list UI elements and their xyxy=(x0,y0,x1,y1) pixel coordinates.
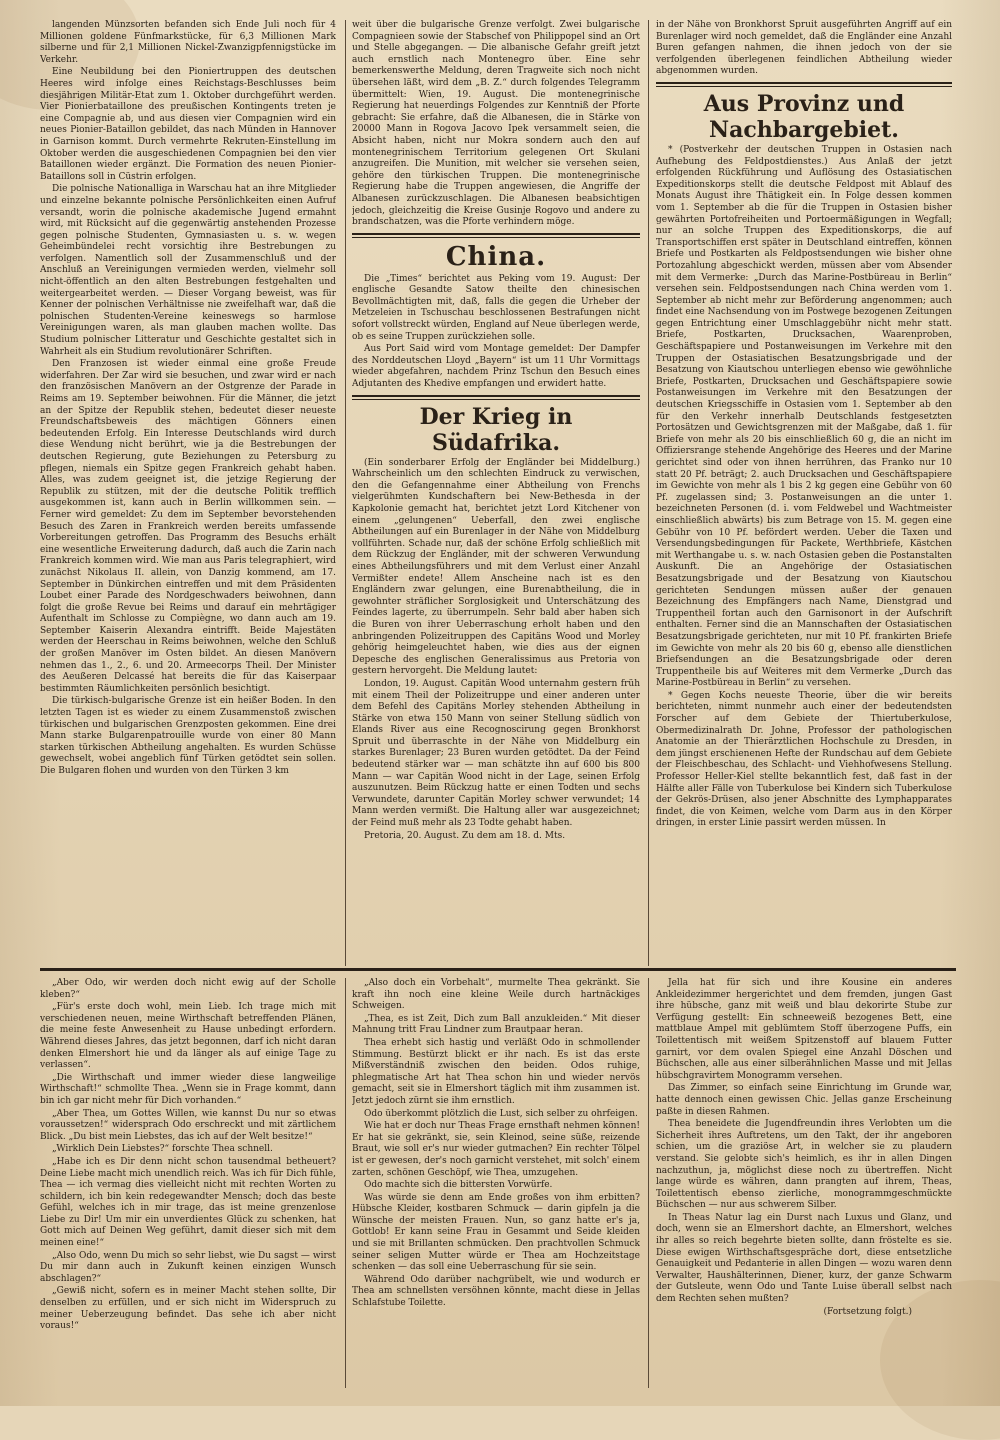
section-rule xyxy=(352,233,640,235)
news-column-3 xyxy=(656,20,952,966)
paragraph: Odo überkommt plötzlich die Lust, sich selber zu ohrfeigen. xyxy=(364,1108,638,1119)
paragraph: Jella hat für sich und ihre Kousine ein anderes Ankleidezimmer hergerichtet und dem fremden, jungen Gast ihre hübsche, ganz mit weiß und blau dekorirte Stube zur Verfügung gestellt: Ein schneeweiß bezogenes Bett, eine mattblaue Ampel mit geblümtem Stoff überzogene Puffs, ein Toilettentisch mit weißem Spitzenstoff auf blauem Futter garnirt, vor dem ovalen Spiegel eine Anzahl Döschen und Büchschen, alle aus einer silberähnlichen Masse und mit Jellas hübschgravirtem Monogramm versehen. xyxy=(656,978,952,1081)
paragraph: Das Zimmer, so einfach seine Einrichtung im Grunde war, hatte dennoch einen gewissen Chic. Jellas ganze Erscheinung paßte in diesen Rahmen. xyxy=(656,1083,952,1117)
column-rule xyxy=(648,20,649,966)
paragraph: Während Odo darüber nachgrübelt, wie und wodurch er Thea am schnellsten versöhnen könnte, macht diese in Jellas Schlafstube Toilette. xyxy=(352,1274,640,1309)
paragraph: London, 19. August. Capitän Wood unternahm gestern früh mit einem Theil der Polizeitruppe und einer anderen unter dem Befehl des Capitäns Morley stehenden Abtheilung in Stärke von etwa 150 Mann von seiner Stellung südlich von Elands River aus eine Recognoscirung gegen Bronkhorst Spruit und überraschte in der Nähe von Middelburg ein starkes Burenlager; 23 Buren wurden getödtet. Da der Feind bedeutend stärker war — man schätzte ihn auf 600 bis 800 Mann — war Capitän Wood nicht in der Lage, seinen Erfolg auszunutzen. Beim Rückzug hatte er einen Todten und sechs Verwundete, darunter Capitän Morley schwer verwundet; 14 Mann werden vermißt. Die Haltung aller war ausgezeichnet; der Feind muß mehr als 23 Todte gehabt haben. xyxy=(352,678,640,829)
paragraph: Aus Port Said wird vom Montage gemeldet: Der Dampfer des Norddeutschen Lloyd „Bayern“ ist um 11 Uhr Vormittags wieder abgefahren, nachdem Prinz Tschun den Besuch eines Adjutanten des Khedive empfangen und erwidert hatte. xyxy=(352,344,640,390)
section-heading-china: China. xyxy=(445,241,547,272)
feuilleton-column-2 xyxy=(352,978,640,1388)
feuilleton-divider xyxy=(40,968,956,971)
column-rule xyxy=(648,978,649,1388)
section-rule xyxy=(352,237,640,238)
paragraph: Odo machte sich die bittersten Vorwürfe. xyxy=(364,1180,553,1191)
paragraph: Eine Neubildung bei den Pioniertruppen des deutschen Heeres wird infolge eines Reichstags-Beschlusses beim diesjährigen Militär-Etat zum 1. Oktober durchgeführt werden. Vier Pionierbataillone des preußischen Kontingents treten je eine Compagnie ab, und aus diesen vier Compagnien wird ein neues Pionier-Bataillon gebildet, das nach Münden in Hannover in Garnison kommt. Durch vermehrte Rekruten-Einstellung im Oktober werden die ausgeschiedenen Compagnien bei den vier Bataillonen wieder ergänzt. Die Formation des neuen Pionier-Bataillons soll in Cüstrin erfolgen. xyxy=(40,67,336,182)
paragraph: * Gegen Kochs neueste Theorie, über die wir bereits berichteten, nimmt nunmehr auch einer der bedeutendsten Forscher auf dem Gebiete der Thiertuberkulose, Obermedizinalrath Dr. Johne, Professor der pathologischen Anatomie an der Thierärztlichen Hochschule zu Dresden, in dem jüngst erschienenen Hefte der Rundschau auf dem Gebiete der Fleischbeschau, des Schlacht- und Viehhofwesens Stellung. Professor Heller-Kiel stellte bekanntlich fest, daß fast in der Hälfte aller Fälle von Tuberkulose bei Kindern sich Tuberkulose der Gekrös-Drüsen, also jener Abschnitte des Lymphapparates findet, die von Keimen, welche vom Darm aus in den Körper dringen, in erster Linie passirt werden müssen. In xyxy=(656,690,952,829)
column-rule xyxy=(345,978,346,1388)
section-rule xyxy=(656,86,952,87)
paragraph: „Für's erste doch wohl, mein Lieb. Ich trage mich mit verschiedenen neuen, meine Wirthschaft betreffenden Plänen, die meine feste Anwesenheit zu Hause unbedingt erfordern. Während dieses Jahres, das jetzt begonnen, darf ich nicht daran denken Elmershort hie und da länger als auf einige Tage zu verlassen“. xyxy=(40,1002,336,1071)
paragraph: Thea erhebt sich hastig und verläßt Odo in schmollender Stimmung. Bestürzt blickt er ihr nach. Es ist das erste Mißverständniß zwischen den beiden. Odos ruhige, phlegmatische Art hat Thea schon hin und wieder nervös gemacht, seit sie in Elmershort täglich mit ihm zusammen ist. Jetzt jedoch zürnt sie ihm ernstlich. xyxy=(352,1037,640,1106)
paragraph: In Theas Natur lag ein Durst nach Luxus und Glanz, und doch, wenn sie an Elmershort dachte, an Elmershort, welches ihr alles so reich begehrte bieten sollte, dann fröstelte es sie. Diese ewigen Wirthschaftsgespräche dort, diese entsetzliche Genauigkeit und Pedanterie in allen Dingen — wozu waren denn Verwalter, Haushälterinnen, Diener, kurz, der ganze Schwarm der Gutsleute, wenn Odo und Tante Luise überall selbst nach dem Rechten sehen mußten? xyxy=(656,1212,952,1305)
paragraph: * (Postverkehr der deutschen Truppen in Ostasien nach Aufhebung des Feldpostdienstes.) Aus Anlaß der jetzt erfolgenden Rückführung und Auflösung des Ostasiatischen Expeditionskorps stellt die deutsche Feldpost mit Ablauf des Monats August ihre Thätigkeit ein. In Folge dessen kommen vom 1. September ab die für die Truppen in Ostasien bisher gewährten Portofreiheiten und Portoermäßigungen in Wegfall; nur an solche Truppen des Expeditionskorps, die auf Transportschiffen erst später in Deutschland eintreffen, können Briefe und Postkarten als Feldpostsendungen wie bisher ohne Portozahlung abgeschickt werden, müssen aber vom Absender mit dem Vermerke: „Durch das Marine-Postbüreau in Berlin“ versehen sein. Feldpostsendungen nach China werden vom 1. September ab nicht mehr zur Beförderung angenommen; auch findet eine Nachsendung von im Postwege bezogenen Zeitungen gegen Entrichtung einer Umschlaggebühr nicht mehr statt. Briefe, Postkarten, Drucksachen, Waarenproben, Geschäftspapiere und Postanweisungen im Verkehre mit den Truppen der Ostasiatischen Besatzungsbrigade und der Besatzung von Kiautschou unterliegen ebenso wie gewöhnliche Briefe, Postkarten, Drucksachen und Geschäftspapiere sowie Postanweisungen im Verkehre mit den Besatzungen der deutschen Kriegsschiffe in Ostasien vom 1. September ab den für den Verkehr innerhalb Deutschlands festgesetzten Portosätzen und Gewichtsgrenzen mit der Maßgabe, daß 1. für Briefe von mehr als 20 bis einschließlich 60 g, die an nicht im Offiziersrange stehende Angehörige des Heeres und der Marine gerichtet sind oder von ihnen herrühren, das Franko nur 10 statt 20 Pf. beträgt; 2. auch Drucksachen und Geschäftspapiere im Gewichte von mehr als 1 bis 2 kg gegen eine Gebühr von 60 Pf. zugelassen sind; 3. Postanweisungen an die unter 1. bezeichneten Personen (d. i. vom Feldwebel und Wachtmeister einschließlich abwärts) bis zum Betrage von 15. M. gegen eine Gebühr von 10 Pf. befördert werden. Ueber die Taxen und Versendungsbedingungen für Packete, Werthbriefe, Kästchen mit Werthangabe u. s. w. nach Ostasien geben die Postanstalten Auskunft. Die an Angehörige der Ostasiatischen Besatzungsbrigade und der Besatzung von Kiautschou gerichteten Sendungen müssen außer der genauen Bezeichnung des Empfängers nach Name, Dienstgrad und Truppentheil fortan auch den Garnisonort in der Aufschrift enthalten. Ferner sind die an Mannschaften der Ostasiatischen Besatzungsbrigade gerichteten, nur mit 10 Pf. frankirten Briefe im Gewichte von mehr als 20 bis 60 g, ebenso alle dienstlichen Briefsendungen an die Besatzungsbrigade oder deren Truppentheile bis auf Weiteres mit dem Vermerke „Durch das Marine-Postbüreau in Berlin“ zu versehen. xyxy=(656,144,952,689)
paragraph: Wie hat er doch nur Theas Frage ernsthaft nehmen können! Er hat sie gekränkt, sie, sein Kleinod, seine süße, reizende Braut, wie soll er's nur wieder gutmachen? Ein rechter Tölpel ist er gewesen, der's noch garnicht verstehet, mit solch' einem zarten, schönen Geschöpf, wie Thea, umzugehen. xyxy=(352,1121,640,1178)
paragraph: Die polnische Nationalliga in Warschau hat an ihre Mitglieder und einzelne bekannte polnische Persönlichkeiten einen Aufruf versandt, worin die polnische akademische Jugend ermahnt wird, mit Rücksicht auf die gegenwärtig anstehenden Prozesse gegen polnische Studenten, Gymnasiasten u. s. w. wegen Geheimbündelei recht vorsichtig ihre Bestrebungen zu verfolgen. Namentlich soll der Zusammenschluß und der Anschluß an Vereinigungen vermieden werden, vielmehr soll nicht-öffentlich an den alten Bestrebungen festgehalten und weitergearbeitet werden. — Dieser Vorgang beweist, was für Kenner der polnischen Verhältnisse nie zweifelhaft war, daß die polnischen Studenten-Vereine keineswegs so harmlose Vereinigungen waren, als man glauben machen wollte. Das Studium polnischer Litteratur und Geschichte gestaltet sich in Wahrheit als ein Studium revolutionärer Schriften. xyxy=(40,184,336,357)
section-rule xyxy=(352,395,640,397)
paragraph: langenden Münzsorten befanden sich Ende Juli noch für 4 Millionen goldene Fünfmarkstücke, für 6,3 Millionen Mark silberne und für 2,1 Millionen Nickel-Zwanzigpfennigstücke im Verkehr. xyxy=(40,20,336,65)
paragraph: „Gewiß nicht, sofern es in meiner Macht stehen sollte, Dir denselben zu erfüllen, und er sich nicht im Widerspruch zu meiner Ueberzeugung befindet. Das sehe ich aber nicht voraus!“ xyxy=(40,1286,336,1332)
paragraph: Die türkisch-bulgarische Grenze ist ein heißer Boden. In den letzten Tagen ist es wieder zu einem Zusammenstoß zwischen türkischen und bulgarischen Grenzposten gekommen. Eine drei Mann starke Bulgarenpatrouille wurde von einer 80 Mann starken türkischen Abtheilung angehalten. Es wurden Schüsse gewechselt, wobei angeblich fünf Türken getödtet sein sollen. Die Bulgaren flohen und wurden von den Türken 3 km xyxy=(40,696,336,776)
section-rule xyxy=(656,82,952,84)
news-column-1 xyxy=(40,20,336,966)
paragraph: Thea beneidete die Jugendfreundin ihres Verlobten um die Sicherheit ihres Auftretens, um den Takt, der ihr angeboren schien, um die graziöse Art, in welcher sie zu plaudern verstand. Sie gelobte sich's heimlich, es ihr in allen Dingen nachzuthun, ja, möglichst diese noch zu übertreffen. Nicht lange würde es währen, dann prangten auf ihrem, Theas, Toilettentisch ebenso zierliche, monogrammgeschmückte Büchschen — nur aus schwerem Silber. xyxy=(656,1119,952,1211)
paragraph: „Die Wirthschaft und immer wieder diese langweilige Wirthschaft!“ schmollte Thea. „Wenn sie in Frage kommt, dann bin ich gar nicht mehr für Dich vorhanden.“ xyxy=(40,1072,336,1106)
paragraph: Den Franzosen ist wieder einmal eine große Freude widerfahren. Der Zar wird sie besuchen, und zwar wird er nach den französischen Manövern an der Ostgrenze der Parade in Reims am 19. September beiwohnen. Für die Männer, die jetzt an der Spitze der Republik stehen, bedeutet dieser neueste Freundschaftsbeweis des mächtigen Gönners einen bedeutenden Erfolg. Ein Interesse Deutschlands wird durch diese Wendung nicht berührt, wie ja die Bestrebungen der deutschen Regierung, gute Beziehungen zu Petersburg zu pflegen, niemals ein Spitze gegen Frankreich gehabt haben. Alles, was zudem geeignet ist, die jetzige Regierung der Republik zu stützen, mit der die deutsche Politik trefflich ausgekommen ist, kann auch in Berlin willkommen sein. — Ferner wird gemeldet: Zu dem im September bevorstehenden Besuch des Zaren in Frankreich werden bereits umfassende Vorbereitungen getroffen. Das Programm des Besuchs erhält eine wesentliche Erweiterung dadurch, daß auch die Zarin nach Frankreich kommen wird. Wie man aus Paris telegraphiert, wird zunächst Nikolaus II. allein, von Danzig kommend, am 17. September in Dünkirchen eintreffen und mit dem Präsidenten Loubet einer Parade des Nordgeschwaders beiwohnen, dann folgt die große Revue bei Reims und darauf ein mehrtägiger Aufenthalt im Schlosse zu Compiègne, wo dann auch am 19. September Kaiserin Alexandra eintrifft. Beide Majestäten werden der Heerschau in Reims beiwohnen, welche den Schluß der großen Manöver im Osten bildet. An diesen Manövern nehmen das 1., 2., 6. und 20. Armeecorps Theil. Der Minister des Aeußeren Delcassé hat bereits die für das Kaiserpaar bestimmten Räumlichkeiten persönlich besichtigt. xyxy=(40,359,336,694)
news-column-2 xyxy=(352,20,640,966)
paragraph: „Wirklich Dein Liebstes?“ forschte Thea schnell. xyxy=(52,1144,273,1155)
paragraph: Die „Times“ berichtet aus Peking vom 19. August: Der englische Gesandte Satow theilte den chinesischen Bevollmächtigten mit, daß, falls die gegen die Urheber der Metzeleien in Tschuschau beschlossenen Bestrafungen nicht sofort vollstreckt würden, England auf Neue überlegen werde, ob es seine Truppen zurückziehen solle. xyxy=(352,273,640,342)
section-heading-krieg: Der Krieg in Südafrika. xyxy=(419,403,573,456)
feuilleton-column-3 xyxy=(656,978,952,1388)
column-rule xyxy=(345,20,346,966)
paragraph: Pretoria, 20. August. Zu dem am 18. d. Mts. xyxy=(364,830,566,841)
paragraph: weit über die bulgarische Grenze verfolgt. Zwei bulgarische Compagnieen sowie der Stabschef von Philippopel sind an Ort und Stelle abgegangen. — Die albanische Gefahr greift jetzt auch ernstlich nach Montenegro über. Eine sehr bemerkenswerthe Meldung, deren Tragweite sich noch nicht übersehen läßt, wird dem „B. Z.“ durch folgendes Telegramm übermittelt: Wien, 19. August. Die montenegrinische Regierung hat neuerdings Folgendes zur Kenntniß der Pforte gebracht: Sie erfahre, daß die Albanesen, die in Stärke von 20000 Mann in Rogova Jacovo Ipek versammelt seien, die Absicht haben, nicht nur Mokra sondern auch den auf montenegrinischem Territorium gelegenen Ort Skulani anzugreifen. Die Munition, mit welcher sie versehen seien, gehöre den türkischen Truppen. Die montenegrinische Regierung habe die Truppen angewiesen, die Angriffe der Albanesen zurückzuschlagen. Die Albanesen beabsichtigen jedoch, gleichzeitig die Kreise Gusinje Rogovo und andere zu brandschatzen, was die Pforte verhindern möge. xyxy=(352,20,640,228)
paragraph: „Aber Odo, wir werden doch nicht ewig auf der Scholle kleben?“ xyxy=(40,978,336,1000)
paragraph: „Habe ich es Dir denn nicht schon tausendmal betheuert? Deine Liebe macht mich unendlich reich. Was ich für Dich fühle, Thea — ich vermag dies vielleicht nicht mit rechten Worten zu schildern, ich bin kein redegewandter Mensch; doch das beste Gefühl, welches ich in mir trage, das ist meine grenzenlose Liebe zu Dir! Um mir ein unverdientes Glück zu schenken, hat Gott mich auf Deinen Weg geführt, damit dieser sich mit dem meinen eine!“ xyxy=(40,1156,336,1249)
feuilleton-column-1 xyxy=(40,978,336,1388)
paragraph: in der Nähe von Bronkhorst Spruit ausgeführten Angriff auf ein Burenlager wird noch gemeldet, daß die Engländer eine Anzahl Buren gefangen nahmen, die ihnen jedoch von der sie verfolgenden überlegenen feindlichen Abtheilung wieder abgenommen wurden. xyxy=(656,20,952,77)
section-heading-provinz: Aus Provinz und Nachbargebiet. xyxy=(703,90,905,143)
paragraph: „Thea, es ist Zeit, Dich zum Ball anzukleiden.“ Mit dieser Mahnung tritt Frau Lindner zum Brautpaar heran. xyxy=(352,1013,640,1036)
section-rule xyxy=(352,399,640,400)
continuation-note: (Fortsetzung folgt.) xyxy=(823,1306,912,1317)
paragraph: „Also Odo, wenn Du mich so sehr liebst, wie Du sagst — wirst Du mir dann auch in Zukunft keinen einzigen Wunsch abschlagen?“ xyxy=(40,1250,336,1284)
paragraph: (Ein sonderbarer Erfolg der Engländer bei Middelburg.) Wahrscheinlich um den schlechten Eindruck zu verwischen, den die Gefangennahme einer Abtheilung von Frenchs vielgerühmten Kundschaftern bei New-Bethesda in der Kapkolonie gemacht hat, berichtet jetzt Lord Kitchener von einem „gelungenen“ Ueberfall, den zwei englische Abtheilungen auf ein Burenlager in der Nähe von Middelburg vollführten. Schade nur, daß der schöne Erfolg schließlich mit dem Rückzug der Engländer, mit der schweren Verwundung eines Abtheilungsführers und mit dem Verlust einer Anzahl Vermißter endete! Allem Anscheine nach ist es den Engländern zwar gelungen, eine Burenabtheilung, die in gewohnter sträflicher Sorglosigkeit und Unterschätzung des Feindes lagerte, zu überrumpeln. Sehr bald aber haben sich die Buren von ihrer Ueberraschung erholt haben und den anbringenden Polizeitruppen des Capitäns Wood und Morley gehörig heimgeleuchtet haben, wie dies aus der eignen Depesche des englischen Generalissimus aus Pretoria von gestern hervorgeht. Die Meldung lautet: xyxy=(352,457,640,677)
paragraph: „Also doch ein Vorbehalt“, murmelte Thea gekränkt. Sie kraft ihn noch eine kleine Weile durch hartnäckiges Schweigen. xyxy=(352,978,640,1012)
paragraph: Was würde sie denn am Ende großes von ihm erbitten? Hübsche Kleider, kostbaren Schmuck — darin gipfeln ja die Wünsche der meisten Frauen. Nun, so ganz hatte er's ja, Gottlob! Er kann seine Frau in Gesammt und Seide kleiden und sie mit Brillanten schmücken. Den prachtvollen Schmuck seiner seligen Mutter würde er Thea am Hochzeitstage schenken — das soll eine Ueberraschung für sie sein. xyxy=(352,1192,640,1273)
paragraph: „Aber Thea, um Gottes Willen, wie kannst Du nur so etwas voraussetzen!“ widersprach Odo erschreckt und mit zärtlichem Blick. „Du bist mein Liebstes, das ich auf der Welt besitze!“ xyxy=(40,1108,336,1142)
